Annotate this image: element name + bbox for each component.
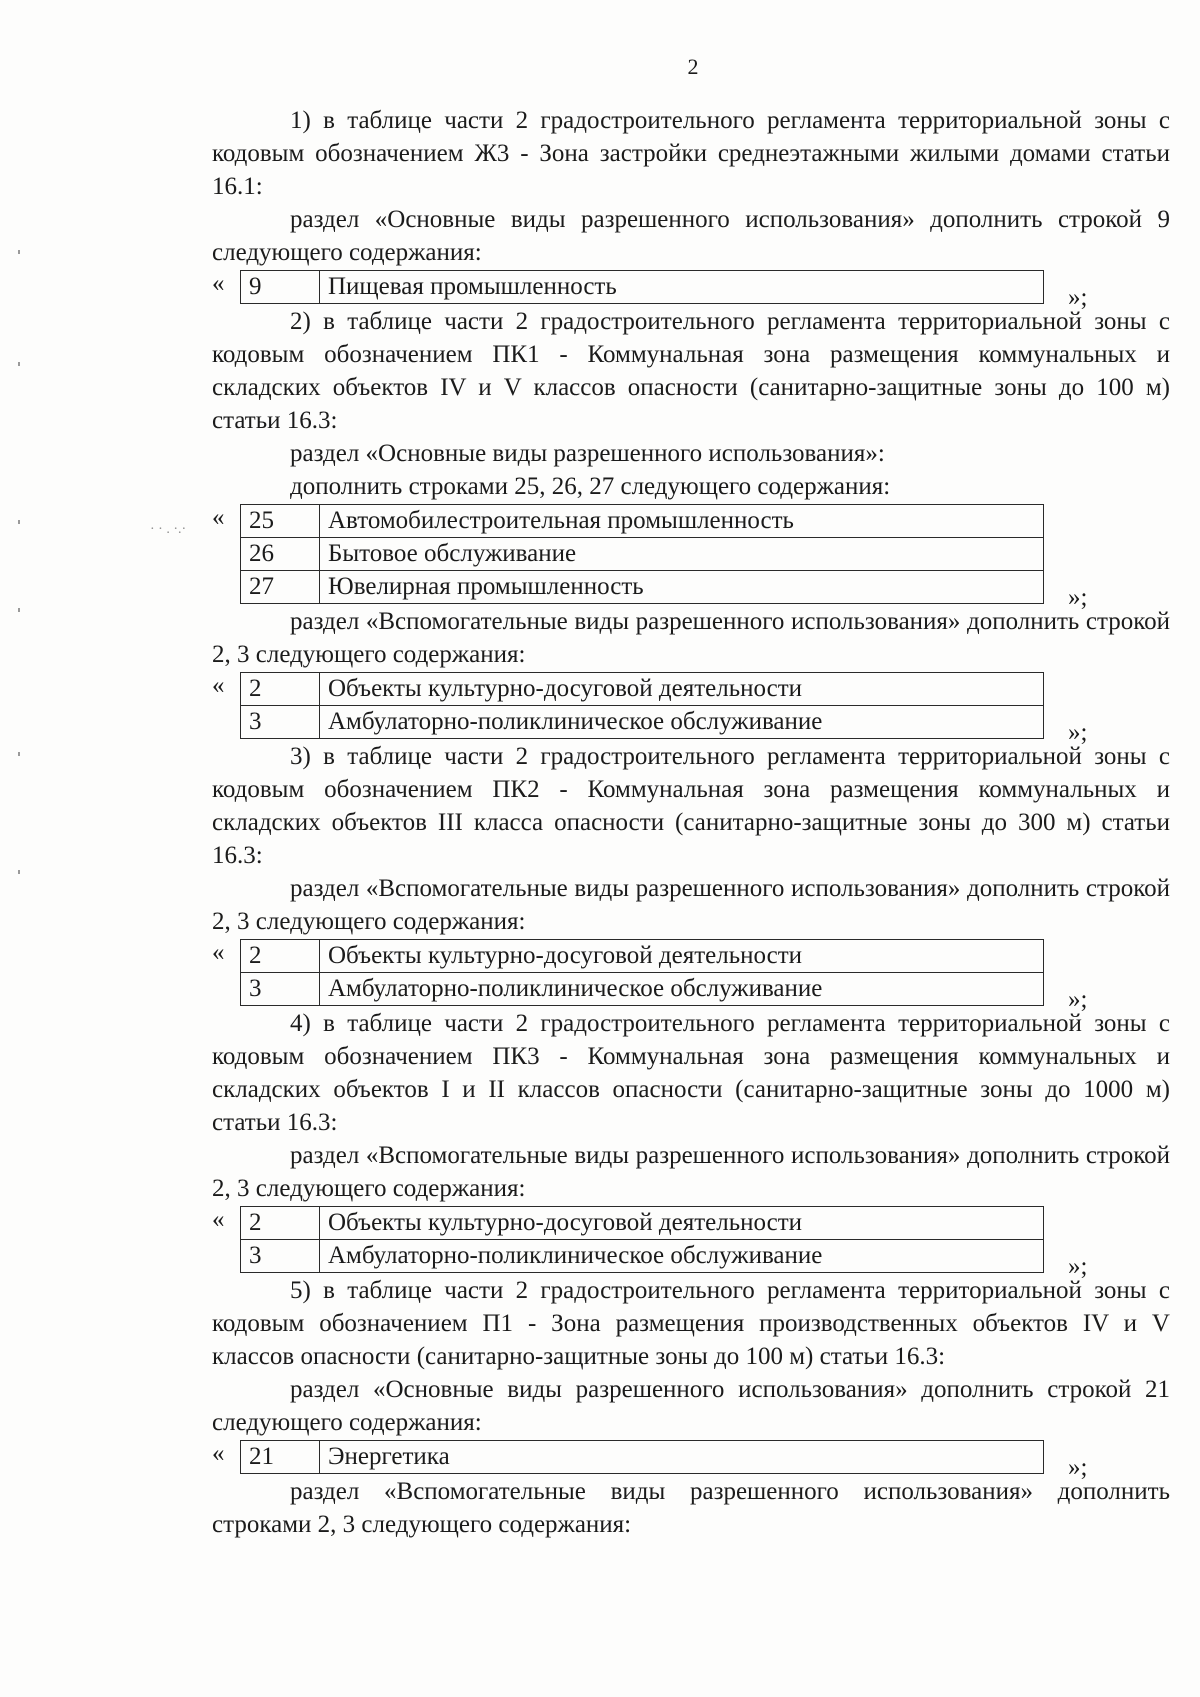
table-row [241, 673, 1044, 706]
table-row [241, 271, 1044, 304]
use-type-cell: Пищевая промышленность [320, 271, 1044, 304]
use-type-cell: Энергетика [320, 1441, 1044, 1474]
use-type-cell: Объекты культурно-досуговой деятельности [320, 1207, 1044, 1240]
row-number-cell: 2 [241, 1207, 320, 1240]
row-number-cell: 3 [241, 706, 320, 739]
table-row [241, 1441, 1044, 1474]
closing-quote: »; [1068, 719, 1088, 746]
paragraph: раздел «Вспомогательные виды разрешенного использования» дополнить строкой 2, 3 следующего содержания: [212, 608, 1170, 668]
paragraph: раздел «Вспомогательные виды разрешенного использования» дополнить строкой 2, 3 следующего содержания: [212, 875, 1170, 935]
paragraph: 4) в таблице части 2 градостроительного регламента территориальной зоны с кодовым обозначением ПК3 - Коммунальная зона размещения коммунальных и складских объектов I и II классов опасности (санитарно-защитные зоны до 1000 м) статьи 16.3: [212, 1010, 1170, 1136]
scan-mark [18, 870, 20, 874]
table-row [241, 571, 1044, 604]
use-type-cell: Амбулаторно-поликлиническое обслуживание [320, 973, 1044, 1006]
land-use-table [240, 1206, 1044, 1273]
page-number: 2 [687, 54, 699, 79]
row-number-cell: 27 [241, 571, 320, 604]
inserted-table-block [212, 270, 1170, 311]
table-row [241, 706, 1044, 739]
land-use-table [240, 504, 1044, 604]
scan-mark [18, 608, 20, 612]
table-row [241, 973, 1044, 1006]
opening-quote: « [212, 504, 225, 531]
closing-quote: »; [1068, 986, 1088, 1013]
use-type-cell: Автомобилестроительная промышленность [320, 505, 1044, 538]
scan-mark [18, 362, 20, 366]
row-number-cell: 21 [241, 1441, 320, 1474]
opening-quote: « [212, 1206, 225, 1233]
scan-mark [18, 250, 20, 254]
closing-quote: »; [1068, 1253, 1088, 1280]
inserted-table-block [212, 504, 1170, 611]
inserted-table-block [212, 1440, 1170, 1481]
use-type-cell: Объекты культурно-досуговой деятельности [320, 940, 1044, 973]
paragraph: раздел «Основные виды разрешенного использования» дополнить строкой 9 следующего содержания: [212, 206, 1170, 266]
use-type-cell: Ювелирная промышленность [320, 571, 1044, 604]
table-row [241, 1240, 1044, 1273]
row-number-cell: 2 [241, 673, 320, 706]
paragraph: раздел «Вспомогательные виды разрешенного использования» дополнить строками 2, 3 следующего содержания: [212, 1478, 1170, 1538]
closing-quote: »; [1068, 584, 1088, 611]
use-type-cell: Амбулаторно-поликлиническое обслуживание [320, 706, 1044, 739]
paragraph: дополнить строками 25, 26, 27 следующего содержания: [290, 473, 891, 500]
inserted-table-block [212, 939, 1170, 1013]
table-row [241, 1207, 1044, 1240]
use-type-cell: Объекты культурно-досуговой деятельности [320, 673, 1044, 706]
opening-quote: « [212, 270, 225, 297]
paragraph: 1) в таблице части 2 градостроительного регламента территориальной зоны с кодовым обозначением Ж3 - Зона застройки среднеэтажными жилыми домами статьи 16.1: [212, 107, 1170, 200]
inserted-table-block [212, 672, 1170, 746]
paragraph: раздел «Основные виды разрешенного использования» дополнить строкой 21 следующего содержания: [212, 1376, 1170, 1436]
row-number-cell: 3 [241, 1240, 320, 1273]
paragraph: раздел «Вспомогательные виды разрешенного использования» дополнить строкой 2, 3 следующего содержания: [212, 1142, 1170, 1202]
table-row [241, 505, 1044, 538]
inserted-table-block [212, 1206, 1170, 1280]
row-number-cell: 3 [241, 973, 320, 1006]
row-number-cell: 9 [241, 271, 320, 304]
opening-quote: « [212, 672, 225, 699]
scan-smudge: · · . ·.· [150, 522, 187, 537]
use-type-cell: Амбулаторно-поликлиническое обслуживание [320, 1240, 1044, 1273]
closing-quote: »; [1068, 1454, 1088, 1481]
table-row [241, 940, 1044, 973]
paragraph: 3) в таблице части 2 градостроительного регламента территориальной зоны с кодовым обозначением ПК2 - Коммунальная зона размещения коммунальных и складских объектов III класса опасности (санитарно-защитные зоны до 300 м) статьи 16.3: [212, 743, 1170, 869]
opening-quote: « [212, 1440, 225, 1467]
opening-quote: « [212, 939, 225, 966]
row-number-cell: 25 [241, 505, 320, 538]
land-use-table [240, 672, 1044, 739]
scan-mark [18, 520, 20, 524]
paragraph: 5) в таблице части 2 градостроительного регламента территориальной зоны с кодовым обозначением П1 - Зона размещения производственных объектов IV и V классов опасности (санитарно-защитные зоны до 100 м) статьи 16.3: [212, 1277, 1170, 1370]
table-row [241, 538, 1044, 571]
paragraph: 2) в таблице части 2 градостроительного регламента территориальной зоны с кодовым обозначением ПК1 - Коммунальная зона размещения коммунальных и складских объектов IV и V классов опасности (санитарно-защитные зоны до 100 м) статьи 16.3: [212, 308, 1170, 434]
use-type-cell: Бытовое обслуживание [320, 538, 1044, 571]
document-body [212, 104, 1170, 1541]
row-number-cell: 2 [241, 940, 320, 973]
land-use-table [240, 1440, 1044, 1474]
row-number-cell: 26 [241, 538, 320, 571]
scan-mark [18, 752, 20, 756]
land-use-table [240, 270, 1044, 304]
paragraph: раздел «Основные виды разрешенного использования»: [290, 440, 885, 467]
land-use-table [240, 939, 1044, 1006]
closing-quote: »; [1068, 284, 1088, 311]
